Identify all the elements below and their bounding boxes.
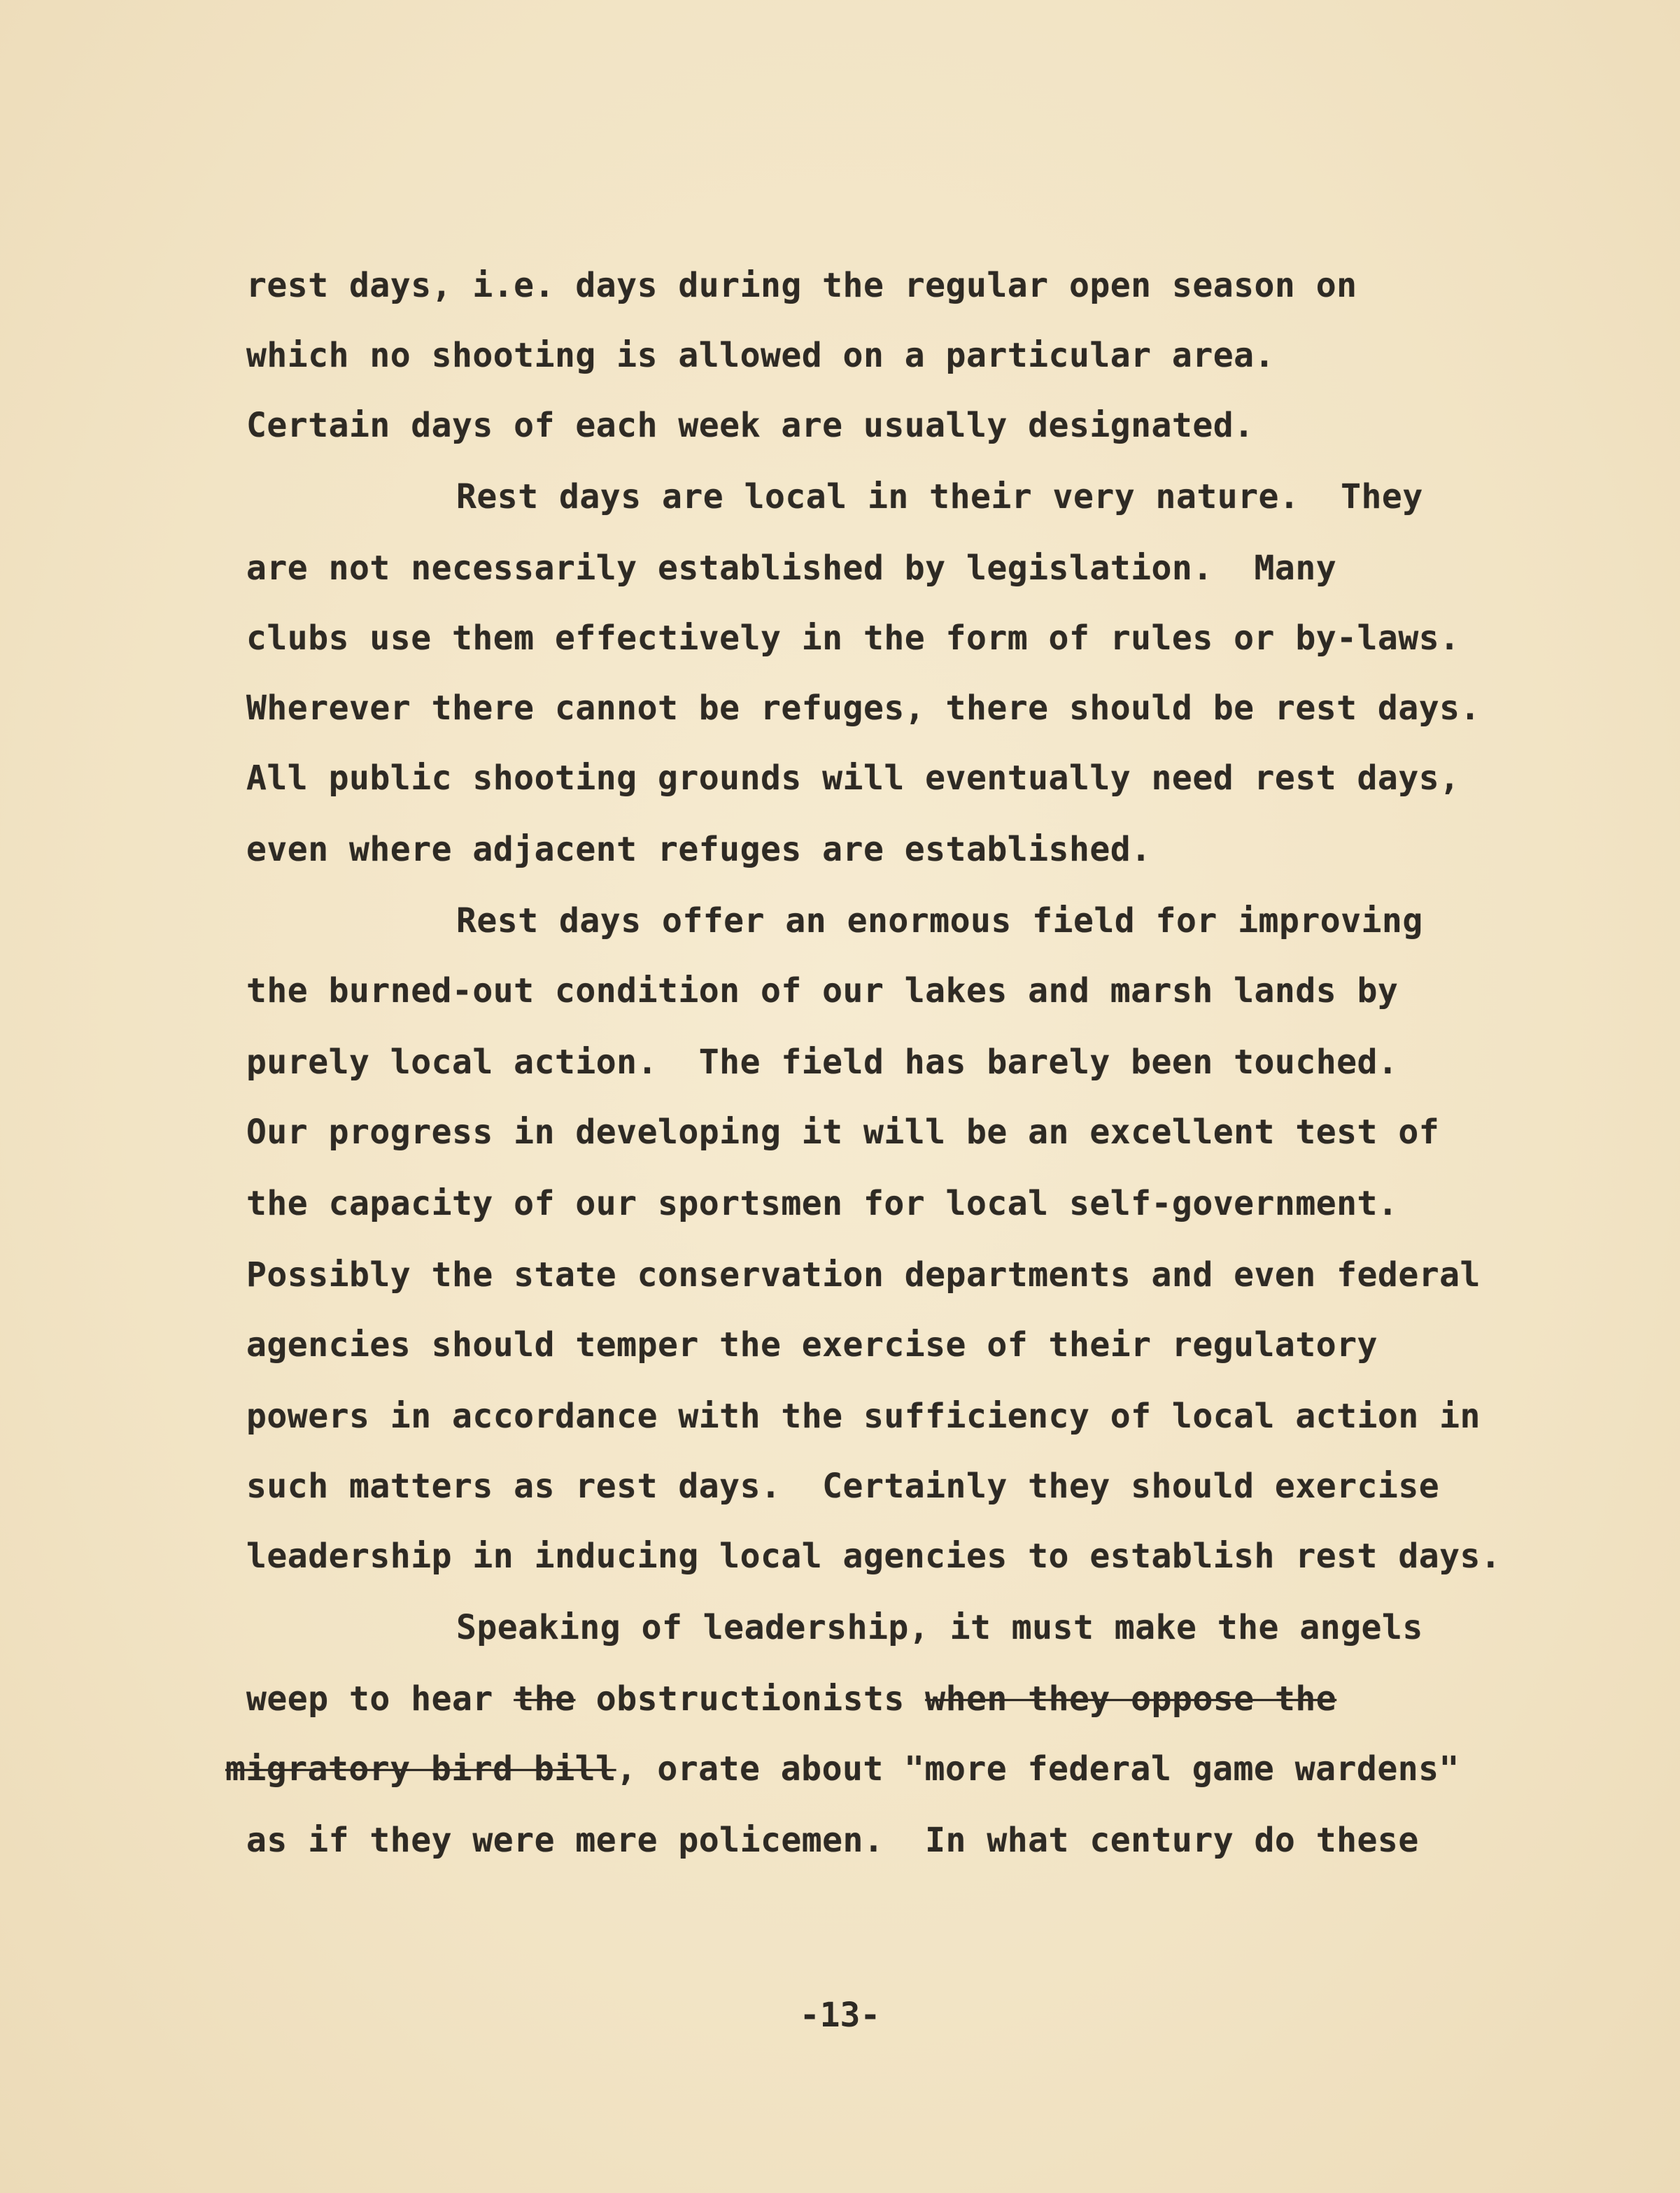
line-22-rest: , orate about "more federal game wardens" (616, 1749, 1460, 1789)
text-line-19: leadership in inducing local agencies to establish rest days. (246, 1537, 1502, 1576)
text-line-18: such matters as rest days. Certainly they should exercise (246, 1467, 1440, 1506)
text-line-12: purely local action. The field has barely been touched. (246, 1043, 1399, 1082)
text-line-17: powers in accordance with the sufficiency of local action in (246, 1397, 1481, 1436)
page-number: -13- (799, 1996, 881, 2035)
text-line-2: which no shooting is allowed on a particular area. (246, 336, 1275, 375)
text-line-22 (225, 1748, 1460, 1790)
text-line-4: Rest days are local in their very nature. They (456, 477, 1423, 516)
text-line-9: even where adjacent refuges are established. (246, 830, 1152, 869)
text-line-3: Certain days of each week are usually designated. (246, 406, 1255, 445)
struck-phrase-bill: migratory bird bill (225, 1749, 616, 1789)
line-21-part2: obstructionists (575, 1679, 926, 1719)
text-line-14: the capacity of our sportsmen for local self-government. (246, 1184, 1399, 1223)
text-line-6: clubs use them effectively in the form of rules or by-laws. (246, 619, 1460, 658)
text-line-11: the burned-out condition of our lakes and marsh lands by (246, 971, 1399, 1010)
text-line-10: Rest days offer an enormous field for improving (456, 901, 1423, 940)
text-line-13: Our progress in developing it will be an excellent test of (246, 1113, 1440, 1152)
text-line-21 (246, 1678, 1336, 1720)
text-line-5: are not necessarily established by legislation. Many (246, 549, 1337, 588)
text-line-16: agencies should temper the exercise of their regulatory (246, 1325, 1378, 1365)
line-21-part1: weep to hear (246, 1679, 514, 1719)
struck-phrase-oppose: when they oppose the (925, 1679, 1337, 1719)
text-line-8: All public shooting grounds will eventually need rest days, (246, 759, 1460, 798)
text-line-7: Wherever there cannot be refuges, there should be rest days. (246, 689, 1481, 728)
text-line-1: rest days, i.e. days during the regular open season on (246, 266, 1357, 305)
struck-word-the: the (514, 1679, 576, 1719)
text-line-20: Speaking of leadership, it must make the angels (456, 1608, 1423, 1647)
text-line-15: Possibly the state conservation departments and even federal (246, 1255, 1481, 1295)
text-line-23: as if they were mere policemen. In what century do these (246, 1821, 1419, 1860)
